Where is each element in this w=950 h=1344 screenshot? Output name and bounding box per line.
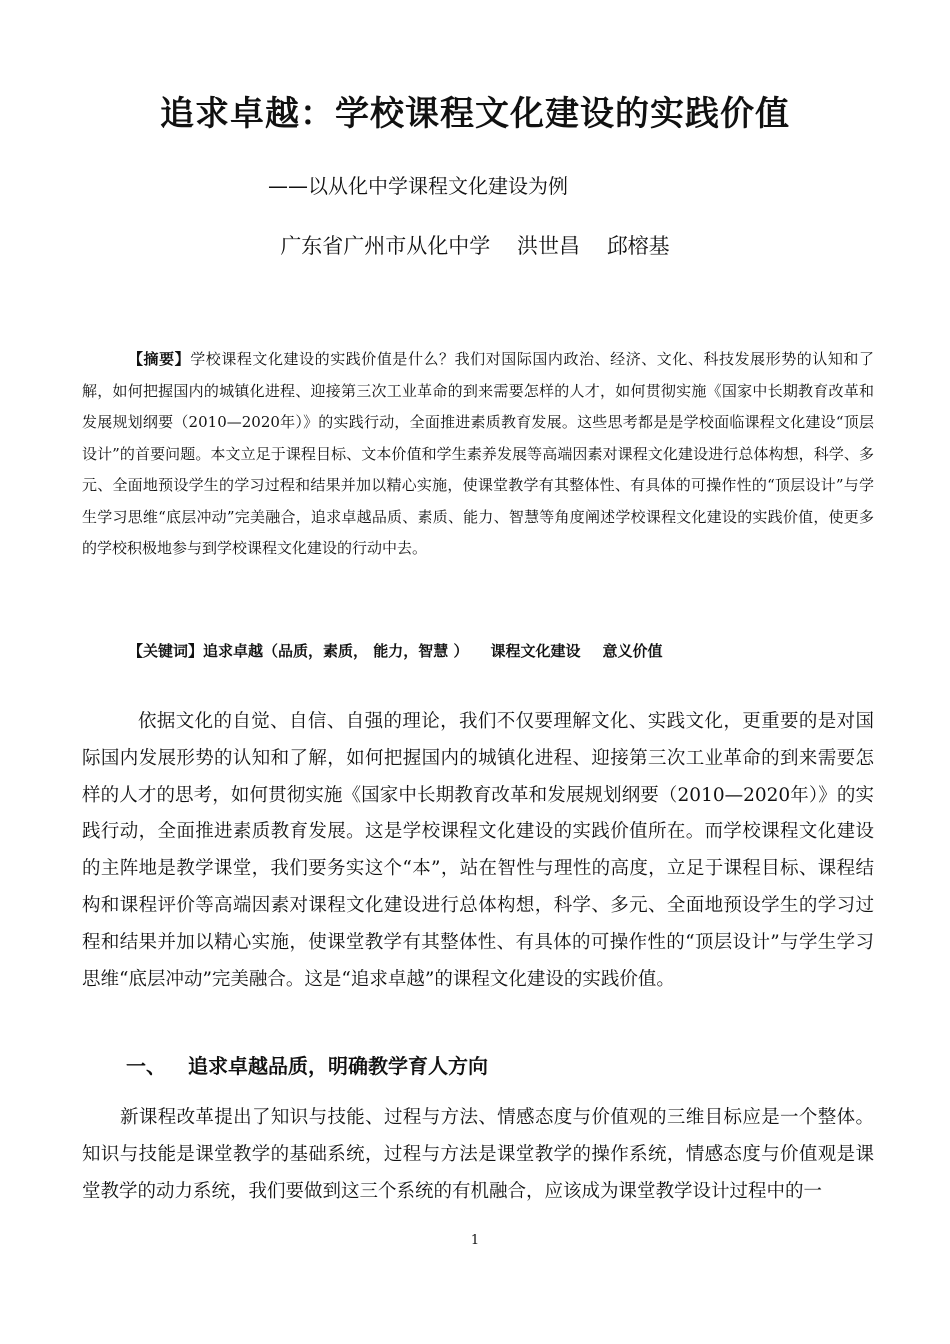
page-number: 1: [470, 1233, 480, 1248]
document-title: 追求卓越：学校课程文化建设的实践价值: [160, 94, 790, 134]
section-title: 追求卓越品质，明确教学育人方向: [188, 1054, 488, 1078]
abstract: [82, 344, 874, 565]
author-affiliation: 广东省广州市从化中学: [280, 234, 491, 258]
abstract-text: 学校课程文化建设的实践价值是什么？我们对国际国内政治、经济、文化、科技发展形势的认知和了解，如何把握国内的城镇化进程、迎接第三次工业革命的到来需要怎样的人才，如何贯彻实施《国家中长期教育改革和发展规划纲要（2010—2020年）》的实践行动，全面推进素质教育发展。这些思考都是是学校面临课程文化建设“顶层设计”的首要问题。本文立足于课程目标、文本价值和学生素养发展等高端因素对课程文化建设进行总体构想，科学、多元、全面地预设学生的学习过程和结果并加以精心实施，使课堂教学有其整体性、有具体的可操作性的“顶层设计”与学生学习思维“底层冲动”完美融合，追求卓越品质、素质、能力、智慧等角度阐述学校课程文化建设的实践价值，使更多的学校积极地参与到学校课程文化建设的行动中去。: [82, 350, 874, 557]
author-name: 邱榕基: [606, 234, 670, 258]
keywords: [82, 638, 874, 664]
body-paragraph: 新课程改革提出了知识与技能、过程与方法、情感态度与价值观的三维目标应是一个整体。知识与技能是课堂教学的基础系统，过程与方法是课堂教学的操作系统，情感态度与价值观是课堂教学的动力系统，我们要做到这三个系统的有机融合，应该成为课堂教学设计过程中的一: [82, 1107, 874, 1202]
section-heading: [126, 1050, 488, 1079]
abstract-label: 【摘要】: [128, 350, 191, 368]
keywords-label: 【关键词】: [128, 642, 204, 660]
keyword-item: 意义价值: [602, 642, 663, 660]
body-paragraph: 依据文化的自觉、自信、自强的理论，我们不仅要理解文化、实践文化，更重要的是对国际国内发展形势的认知和了解，如何把握国内的城镇化进程、迎接第三次工业革命的到来需要怎样的人才的思考，如何贯彻实施《国家中长期教育改革和发展规划纲要（2010—2020年）》的实践行动，全面推进素质教育发展。这是学校课程文化建设的实践价值所在。而学校课程文化建设的主阵地是教学课堂，我们要务实这个“本”，站在智性与理性的高度，立足于课程目标、课程结构和课程评价等高端因素对课程文化建设进行总体构想，科学、多元、全面地预设学生的学习过程和结果并加以精心实施，使课堂教学有其整体性、有具体的可操作性的“顶层设计”与学生学习思维“底层冲动”完美融合。这是“追求卓越”的课程文化建设的实践价值。: [82, 711, 874, 990]
document-subtitle: ——以从化中学课程文化建设为例: [268, 174, 568, 198]
keyword-item: 追求卓越（品质，素质， 能力，智慧 ）: [203, 642, 469, 660]
keyword-item: 课程文化建设: [490, 642, 581, 660]
section-number: 一、: [126, 1054, 166, 1078]
author-line: [0, 230, 950, 260]
author-name: 洪世昌: [517, 234, 580, 258]
